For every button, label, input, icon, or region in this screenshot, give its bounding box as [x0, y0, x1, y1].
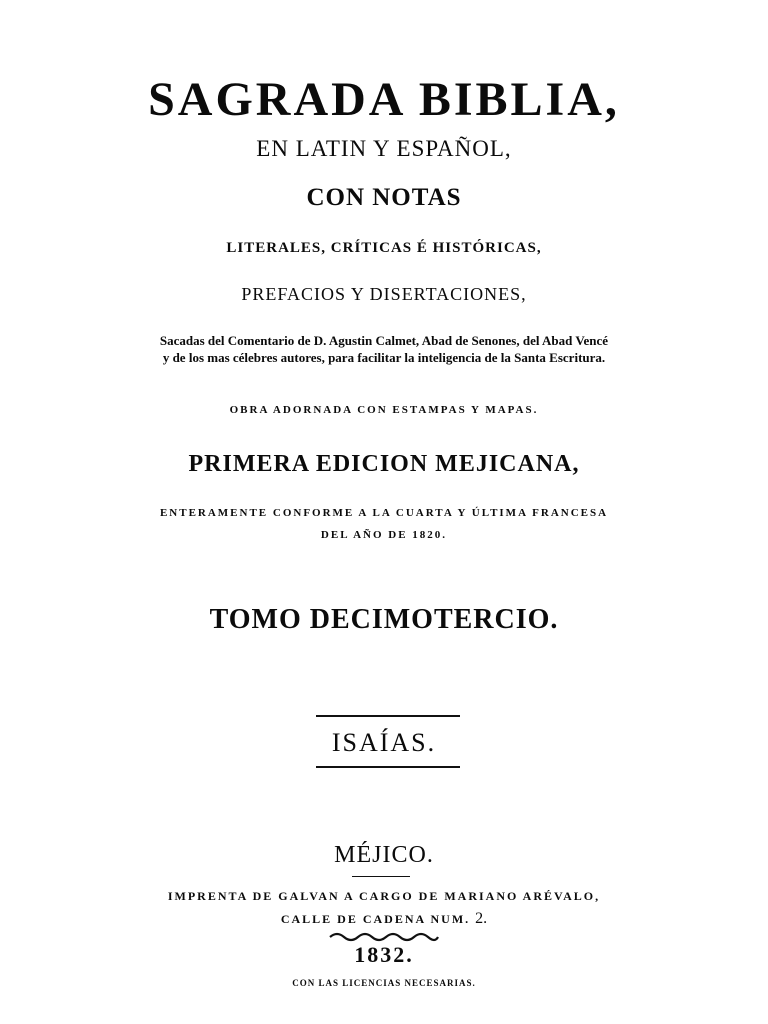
prefaces-line: PREFACIOS Y DISERTACIONES, [241, 284, 527, 304]
licenses-note: CON LAS LICENCIAS NECESARIAS. [292, 978, 476, 988]
sources-line-2: y de los mas célebres autores, para facilitar la inteligencia de la Santa Escritura. [162, 350, 606, 365]
address-number: 2. [475, 910, 488, 927]
edition-conformity [0, 502, 768, 546]
conformity-line-2: DEL AÑO DE 1820. [320, 529, 448, 541]
imprint-city: MÉJICO. [334, 842, 434, 868]
printer-line: IMPRENTA DE GALVAN A CARGO DE MARIANO ARÉVALO, [167, 889, 601, 903]
language-subtitle: EN LATIN Y ESPAÑOL, [256, 136, 512, 161]
con-notas-heading: CON NOTAS [306, 184, 462, 211]
book-name: ISAÍAS. [331, 728, 437, 757]
rule-below-book [316, 766, 460, 768]
volume-heading: TOMO DECIMOTERCIO. [209, 604, 559, 635]
address-street: CALLE DE CADENA NUM. [280, 912, 471, 926]
book-title: SAGRADA BIBLIA, [148, 73, 620, 126]
address-line [0, 910, 768, 928]
illustrations-note: OBRA ADORNADA CON ESTAMPAS Y MAPAS. [229, 404, 539, 416]
conformity-line-1: ENTERAMENTE CONFORME A LA CUARTA Y ÚLTIMA FRANCESA [159, 507, 609, 519]
imprint-year: 1832. [354, 942, 414, 967]
sources-paragraph [0, 332, 768, 366]
rule-above-book [316, 715, 460, 717]
edition-heading: PRIMERA EDICION MEJICANA, [188, 451, 580, 477]
notes-description: LITERALES, CRÍTICAS É HISTÓRICAS, [226, 240, 542, 256]
rule-below-city [352, 876, 410, 877]
sources-line-1: Sacadas del Comentario de D. Agustin Calmet, Abad de Senones, del Abad Vencé [159, 333, 609, 348]
